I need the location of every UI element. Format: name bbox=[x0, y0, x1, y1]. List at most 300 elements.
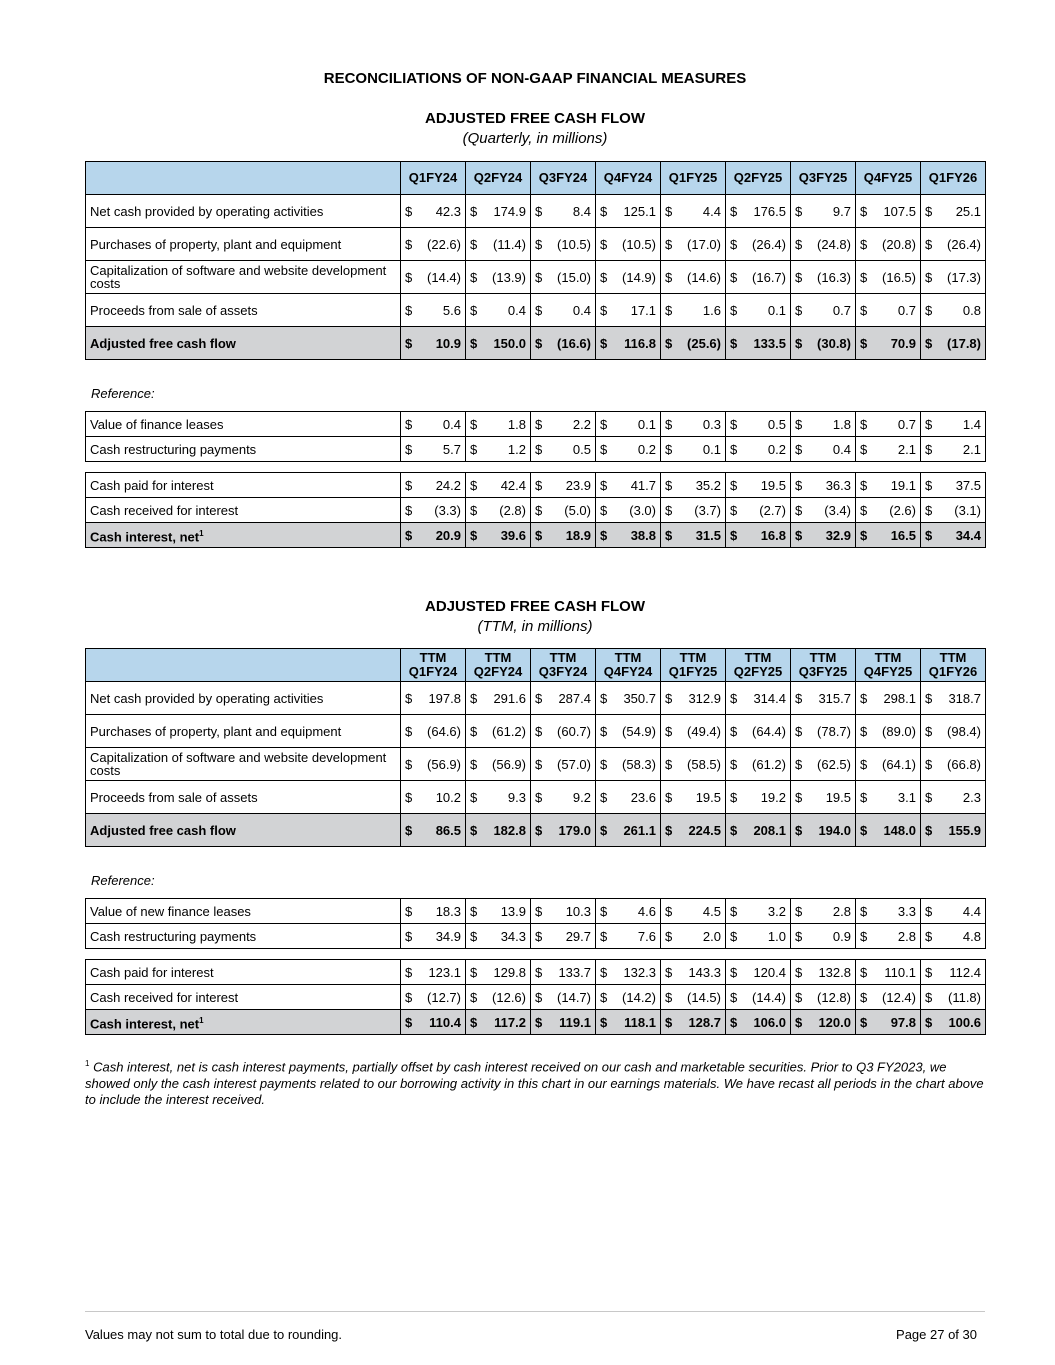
currency-symbol: $ bbox=[860, 477, 868, 493]
cell-value: (10.5) bbox=[622, 236, 656, 252]
value-cell bbox=[661, 985, 726, 1010]
currency-symbol: $ bbox=[665, 477, 673, 493]
currency-symbol: $ bbox=[925, 302, 933, 318]
currency-symbol: $ bbox=[730, 335, 738, 351]
currency-symbol: $ bbox=[795, 822, 803, 838]
value-cell bbox=[661, 748, 726, 781]
cell-value: (58.5) bbox=[687, 756, 721, 772]
value-cell bbox=[661, 523, 726, 548]
value-cell bbox=[791, 960, 856, 985]
currency-symbol: $ bbox=[665, 416, 673, 432]
currency-symbol: $ bbox=[405, 335, 413, 351]
value-cell bbox=[466, 195, 531, 228]
cell-value: 0.1 bbox=[767, 302, 786, 318]
currency-symbol: $ bbox=[795, 964, 803, 980]
value-cell bbox=[921, 960, 986, 985]
currency-symbol: $ bbox=[665, 690, 673, 706]
cell-value: (14.2) bbox=[622, 989, 656, 1005]
currency-symbol: $ bbox=[730, 416, 738, 432]
value-cell bbox=[466, 682, 531, 715]
cell-value: 17.1 bbox=[630, 302, 656, 318]
page-title: RECONCILIATIONS OF NON-GAAP FINANCIAL MEASURES bbox=[323, 70, 747, 87]
quarterly-title: ADJUSTED FREE CASH FLOW bbox=[424, 110, 645, 127]
quarterly-reference-label: Reference: bbox=[91, 386, 155, 401]
currency-symbol: $ bbox=[535, 690, 543, 706]
cell-value: 0.4 bbox=[572, 302, 591, 318]
currency-symbol: $ bbox=[470, 477, 478, 493]
currency-symbol: $ bbox=[470, 236, 478, 252]
table-row bbox=[86, 899, 986, 924]
footnote bbox=[85, 1056, 990, 1109]
row-label-cell bbox=[86, 1010, 401, 1035]
currency-symbol: $ bbox=[665, 822, 673, 838]
cell-value: 132.3 bbox=[623, 964, 656, 980]
table-row bbox=[86, 437, 986, 462]
currency-symbol: $ bbox=[535, 989, 543, 1005]
currency-symbol: $ bbox=[470, 441, 478, 457]
value-cell bbox=[531, 523, 596, 548]
cell-value: 8.4 bbox=[572, 203, 591, 219]
column-header: Q4FY24 bbox=[596, 162, 661, 195]
value-cell bbox=[401, 924, 466, 949]
value-cell bbox=[401, 523, 466, 548]
value-cell bbox=[531, 748, 596, 781]
cell-value: 4.8 bbox=[962, 928, 981, 944]
currency-symbol: $ bbox=[405, 269, 413, 285]
cell-value: (62.5) bbox=[817, 756, 851, 772]
ttm-reference-table bbox=[85, 898, 986, 949]
cell-value: 70.9 bbox=[890, 335, 916, 351]
cell-value: 129.8 bbox=[493, 964, 526, 980]
table-row bbox=[86, 473, 986, 498]
quarterly-main-table bbox=[85, 161, 986, 360]
cell-value: 32.9 bbox=[825, 527, 851, 543]
value-cell bbox=[401, 195, 466, 228]
cell-value: 100.6 bbox=[948, 1014, 981, 1030]
cell-value: 23.9 bbox=[565, 477, 591, 493]
row-label: Capitalization of software and website development costs bbox=[90, 750, 387, 778]
currency-symbol: $ bbox=[795, 1014, 803, 1030]
cell-value: 13.9 bbox=[500, 903, 526, 919]
value-cell bbox=[401, 412, 466, 437]
cell-value: (64.4) bbox=[752, 723, 786, 739]
table-row bbox=[86, 294, 986, 327]
value-cell bbox=[726, 228, 791, 261]
currency-symbol: $ bbox=[470, 989, 478, 1005]
ttm-title: ADJUSTED FREE CASH FLOW bbox=[424, 598, 645, 615]
cell-value: 10.9 bbox=[435, 335, 461, 351]
currency-symbol: $ bbox=[665, 928, 673, 944]
currency-symbol: $ bbox=[925, 964, 933, 980]
cell-value: 2.1 bbox=[897, 441, 916, 457]
currency-symbol: $ bbox=[860, 269, 868, 285]
currency-symbol: $ bbox=[665, 236, 673, 252]
currency-symbol: $ bbox=[925, 502, 933, 518]
value-cell bbox=[466, 748, 531, 781]
row-label-cell bbox=[86, 412, 401, 437]
footnote-ref: 1 bbox=[199, 528, 204, 538]
value-cell bbox=[921, 327, 986, 360]
cell-value: (49.4) bbox=[687, 723, 721, 739]
value-cell bbox=[531, 682, 596, 715]
currency-symbol: $ bbox=[665, 527, 673, 543]
currency-symbol: $ bbox=[925, 477, 933, 493]
currency-symbol: $ bbox=[600, 269, 608, 285]
currency-symbol: $ bbox=[535, 822, 543, 838]
cell-value: (11.4) bbox=[493, 236, 526, 252]
value-cell bbox=[726, 985, 791, 1010]
value-cell bbox=[661, 924, 726, 949]
column-header: TTM Q4FY24 bbox=[596, 649, 661, 682]
cell-value: 1.2 bbox=[507, 441, 526, 457]
cell-value: 0.7 bbox=[897, 302, 916, 318]
value-cell bbox=[596, 924, 661, 949]
value-cell bbox=[596, 412, 661, 437]
value-cell bbox=[466, 814, 531, 847]
value-cell bbox=[401, 960, 466, 985]
value-cell bbox=[726, 437, 791, 462]
cell-value: 106.0 bbox=[753, 1014, 786, 1030]
cell-value: (98.4) bbox=[947, 723, 981, 739]
cell-value: 0.4 bbox=[832, 441, 851, 457]
value-cell bbox=[791, 781, 856, 814]
currency-symbol: $ bbox=[860, 203, 868, 219]
value-cell bbox=[466, 437, 531, 462]
cell-value: (3.7) bbox=[694, 502, 721, 518]
currency-symbol: $ bbox=[470, 527, 478, 543]
cell-value: (13.9) bbox=[492, 269, 526, 285]
value-cell bbox=[531, 1010, 596, 1035]
cell-value: 287.4 bbox=[558, 690, 591, 706]
currency-symbol: $ bbox=[925, 1014, 933, 1030]
cell-value: 312.9 bbox=[688, 690, 721, 706]
cell-value: (60.7) bbox=[557, 723, 591, 739]
cell-value: 0.7 bbox=[832, 302, 851, 318]
value-cell bbox=[466, 294, 531, 327]
currency-symbol: $ bbox=[405, 527, 413, 543]
ttm-main-table bbox=[85, 648, 986, 847]
value-cell bbox=[531, 473, 596, 498]
currency-symbol: $ bbox=[470, 756, 478, 772]
cell-value: (66.8) bbox=[947, 756, 981, 772]
value-cell bbox=[921, 1010, 986, 1035]
currency-symbol: $ bbox=[535, 477, 543, 493]
currency-symbol: $ bbox=[600, 756, 608, 772]
cell-value: (30.8) bbox=[817, 335, 851, 351]
value-cell bbox=[726, 899, 791, 924]
cell-value: 4.6 bbox=[637, 903, 656, 919]
row-label: Purchases of property, plant and equipment bbox=[90, 723, 342, 739]
value-cell bbox=[856, 412, 921, 437]
currency-symbol: $ bbox=[925, 441, 933, 457]
column-header: Q4FY25 bbox=[856, 162, 921, 195]
value-cell bbox=[726, 195, 791, 228]
cell-value: 2.0 bbox=[702, 928, 721, 944]
cell-value: (14.4) bbox=[752, 989, 786, 1005]
cell-value: 0.5 bbox=[572, 441, 591, 457]
currency-symbol: $ bbox=[600, 723, 608, 739]
currency-symbol: $ bbox=[860, 756, 868, 772]
currency-symbol: $ bbox=[925, 236, 933, 252]
currency-symbol: $ bbox=[470, 723, 478, 739]
currency-symbol: $ bbox=[665, 441, 673, 457]
cell-value: 10.3 bbox=[565, 903, 591, 919]
table-row bbox=[86, 228, 986, 261]
value-cell bbox=[596, 960, 661, 985]
cell-value: (54.9) bbox=[622, 723, 656, 739]
value-cell bbox=[726, 261, 791, 294]
table-row bbox=[86, 960, 986, 985]
cell-value: 38.8 bbox=[630, 527, 656, 543]
cell-value: (16.6) bbox=[557, 335, 591, 351]
column-header: TTM Q3FY25 bbox=[791, 649, 856, 682]
currency-symbol: $ bbox=[470, 502, 478, 518]
currency-symbol: $ bbox=[535, 502, 543, 518]
row-label: Cash interest, net bbox=[90, 529, 200, 545]
value-cell bbox=[466, 899, 531, 924]
currency-symbol: $ bbox=[925, 928, 933, 944]
value-cell bbox=[856, 985, 921, 1010]
value-cell bbox=[661, 498, 726, 523]
value-cell bbox=[596, 498, 661, 523]
currency-symbol: $ bbox=[730, 789, 738, 805]
value-cell bbox=[856, 899, 921, 924]
column-header: TTM Q2FY25 bbox=[726, 649, 791, 682]
cell-value: 1.0 bbox=[767, 928, 786, 944]
value-cell bbox=[921, 412, 986, 437]
cell-value: 19.2 bbox=[760, 789, 786, 805]
value-cell bbox=[856, 924, 921, 949]
currency-symbol: $ bbox=[535, 789, 543, 805]
column-header: Q2FY24 bbox=[466, 162, 531, 195]
value-cell bbox=[466, 1010, 531, 1035]
column-header: TTM Q4FY25 bbox=[856, 649, 921, 682]
value-cell bbox=[466, 715, 531, 748]
currency-symbol: $ bbox=[405, 723, 413, 739]
value-cell bbox=[531, 960, 596, 985]
value-cell bbox=[661, 228, 726, 261]
value-cell bbox=[466, 473, 531, 498]
value-cell bbox=[401, 473, 466, 498]
row-label: Purchases of property, plant and equipment bbox=[90, 236, 342, 252]
row-label: Cash restructuring payments bbox=[90, 441, 257, 457]
value-cell bbox=[921, 682, 986, 715]
cell-value: 119.1 bbox=[559, 1014, 591, 1030]
value-cell bbox=[596, 437, 661, 462]
value-cell bbox=[466, 412, 531, 437]
cell-value: 37.5 bbox=[955, 477, 981, 493]
currency-symbol: $ bbox=[795, 690, 803, 706]
value-cell bbox=[726, 682, 791, 715]
cell-value: 112.4 bbox=[949, 964, 981, 980]
cell-value: (26.4) bbox=[947, 236, 981, 252]
cell-value: (56.9) bbox=[427, 756, 461, 772]
currency-symbol: $ bbox=[925, 723, 933, 739]
quarterly-subtitle: (Quarterly, in millions) bbox=[462, 130, 608, 147]
cell-value: 34.4 bbox=[955, 527, 981, 543]
row-label: Proceeds from sale of assets bbox=[90, 789, 258, 805]
header-row bbox=[86, 162, 986, 195]
row-label-cell bbox=[86, 924, 401, 949]
value-cell bbox=[596, 228, 661, 261]
cell-value: (10.5) bbox=[557, 236, 591, 252]
value-cell bbox=[661, 294, 726, 327]
cell-value: (3.4) bbox=[824, 502, 851, 518]
currency-symbol: $ bbox=[600, 928, 608, 944]
currency-symbol: $ bbox=[860, 441, 868, 457]
value-cell bbox=[661, 195, 726, 228]
cell-value: 182.8 bbox=[493, 822, 526, 838]
cell-value: 42.4 bbox=[500, 477, 526, 493]
currency-symbol: $ bbox=[730, 756, 738, 772]
cell-value: 314.4 bbox=[753, 690, 786, 706]
currency-symbol: $ bbox=[600, 203, 608, 219]
cell-value: 315.7 bbox=[818, 690, 851, 706]
cell-value: 36.3 bbox=[825, 477, 851, 493]
currency-symbol: $ bbox=[925, 989, 933, 1005]
value-cell bbox=[401, 715, 466, 748]
value-cell bbox=[921, 523, 986, 548]
currency-symbol: $ bbox=[470, 822, 478, 838]
table-row bbox=[86, 682, 986, 715]
currency-symbol: $ bbox=[535, 723, 543, 739]
cell-value: 1.8 bbox=[832, 416, 851, 432]
cell-value: 0.1 bbox=[637, 416, 656, 432]
value-cell bbox=[856, 261, 921, 294]
cell-value: 118.1 bbox=[624, 1014, 656, 1030]
value-cell bbox=[726, 715, 791, 748]
cell-value: 0.2 bbox=[637, 441, 656, 457]
value-cell bbox=[466, 498, 531, 523]
cell-value: 34.9 bbox=[435, 928, 461, 944]
currency-symbol: $ bbox=[860, 964, 868, 980]
currency-symbol: $ bbox=[925, 789, 933, 805]
value-cell bbox=[726, 327, 791, 360]
cell-value: 5.6 bbox=[442, 302, 461, 318]
row-label: Proceeds from sale of assets bbox=[90, 302, 258, 318]
column-header: Q1FY25 bbox=[661, 162, 726, 195]
cell-value: 150.0 bbox=[493, 335, 526, 351]
row-label-cell bbox=[86, 261, 401, 294]
value-cell bbox=[791, 523, 856, 548]
currency-symbol: $ bbox=[535, 756, 543, 772]
value-cell bbox=[596, 1010, 661, 1035]
cell-value: 4.5 bbox=[702, 903, 721, 919]
currency-symbol: $ bbox=[535, 441, 543, 457]
value-cell bbox=[596, 682, 661, 715]
value-cell bbox=[791, 814, 856, 847]
currency-symbol: $ bbox=[925, 416, 933, 432]
currency-symbol: $ bbox=[665, 989, 673, 1005]
cell-value: 1.4 bbox=[962, 416, 981, 432]
value-cell bbox=[921, 781, 986, 814]
cell-value: 224.5 bbox=[688, 822, 721, 838]
cell-value: 2.3 bbox=[962, 789, 981, 805]
cell-value: 19.5 bbox=[760, 477, 786, 493]
cell-value: 0.4 bbox=[507, 302, 526, 318]
currency-symbol: $ bbox=[535, 416, 543, 432]
cell-value: (64.1) bbox=[882, 756, 916, 772]
value-cell bbox=[531, 985, 596, 1010]
cell-value: 155.9 bbox=[948, 822, 981, 838]
value-cell bbox=[466, 985, 531, 1010]
cell-value: (17.0) bbox=[687, 236, 721, 252]
value-cell bbox=[401, 294, 466, 327]
cell-value: (11.8) bbox=[948, 989, 981, 1005]
value-cell bbox=[531, 498, 596, 523]
cell-value: 107.5 bbox=[883, 203, 916, 219]
currency-symbol: $ bbox=[795, 236, 803, 252]
currency-symbol: $ bbox=[860, 502, 868, 518]
currency-symbol: $ bbox=[795, 269, 803, 285]
value-cell bbox=[726, 523, 791, 548]
currency-symbol: $ bbox=[925, 690, 933, 706]
total-row bbox=[86, 814, 986, 847]
cell-value: 34.3 bbox=[500, 928, 526, 944]
cell-value: 143.3 bbox=[688, 964, 721, 980]
cell-value: 318.7 bbox=[948, 690, 981, 706]
cell-value: 31.5 bbox=[695, 527, 721, 543]
currency-symbol: $ bbox=[730, 903, 738, 919]
cell-value: (14.7) bbox=[557, 989, 591, 1005]
currency-symbol: $ bbox=[470, 416, 478, 432]
currency-symbol: $ bbox=[925, 903, 933, 919]
currency-symbol: $ bbox=[730, 302, 738, 318]
cell-value: 3.3 bbox=[897, 903, 916, 919]
table-row bbox=[86, 781, 986, 814]
value-cell bbox=[726, 748, 791, 781]
currency-symbol: $ bbox=[535, 1014, 543, 1030]
value-cell bbox=[531, 261, 596, 294]
currency-symbol: $ bbox=[925, 203, 933, 219]
value-cell bbox=[921, 715, 986, 748]
cell-value: (78.7) bbox=[817, 723, 851, 739]
column-header: TTM Q1FY26 bbox=[921, 649, 986, 682]
value-cell bbox=[531, 924, 596, 949]
cell-value: (16.5) bbox=[882, 269, 916, 285]
cell-value: (17.3) bbox=[947, 269, 981, 285]
cell-value: (14.9) bbox=[622, 269, 656, 285]
cell-value: 42.3 bbox=[435, 203, 461, 219]
value-cell bbox=[921, 473, 986, 498]
cell-value: 25.1 bbox=[955, 203, 981, 219]
cell-value: 4.4 bbox=[702, 203, 721, 219]
value-cell bbox=[401, 899, 466, 924]
value-cell bbox=[726, 498, 791, 523]
cell-value: (2.6) bbox=[889, 502, 916, 518]
cell-value: (2.7) bbox=[759, 502, 786, 518]
cell-value: 24.2 bbox=[435, 477, 461, 493]
currency-symbol: $ bbox=[860, 989, 868, 1005]
currency-symbol: $ bbox=[600, 527, 608, 543]
row-label: Net cash provided by operating activities bbox=[90, 690, 324, 706]
total-row bbox=[86, 1010, 986, 1035]
cell-value: 3.1 bbox=[897, 789, 916, 805]
row-label-cell bbox=[86, 327, 401, 360]
value-cell bbox=[921, 261, 986, 294]
cell-value: 120.4 bbox=[753, 964, 786, 980]
row-label-cell bbox=[86, 814, 401, 847]
currency-symbol: $ bbox=[860, 690, 868, 706]
row-label-cell bbox=[86, 195, 401, 228]
currency-symbol: $ bbox=[730, 989, 738, 1005]
quarterly-interest-table bbox=[85, 472, 986, 548]
row-label: Value of new finance leases bbox=[90, 903, 251, 919]
value-cell bbox=[596, 781, 661, 814]
cell-value: 9.7 bbox=[832, 203, 851, 219]
currency-symbol: $ bbox=[405, 1014, 413, 1030]
table-row bbox=[86, 261, 986, 294]
